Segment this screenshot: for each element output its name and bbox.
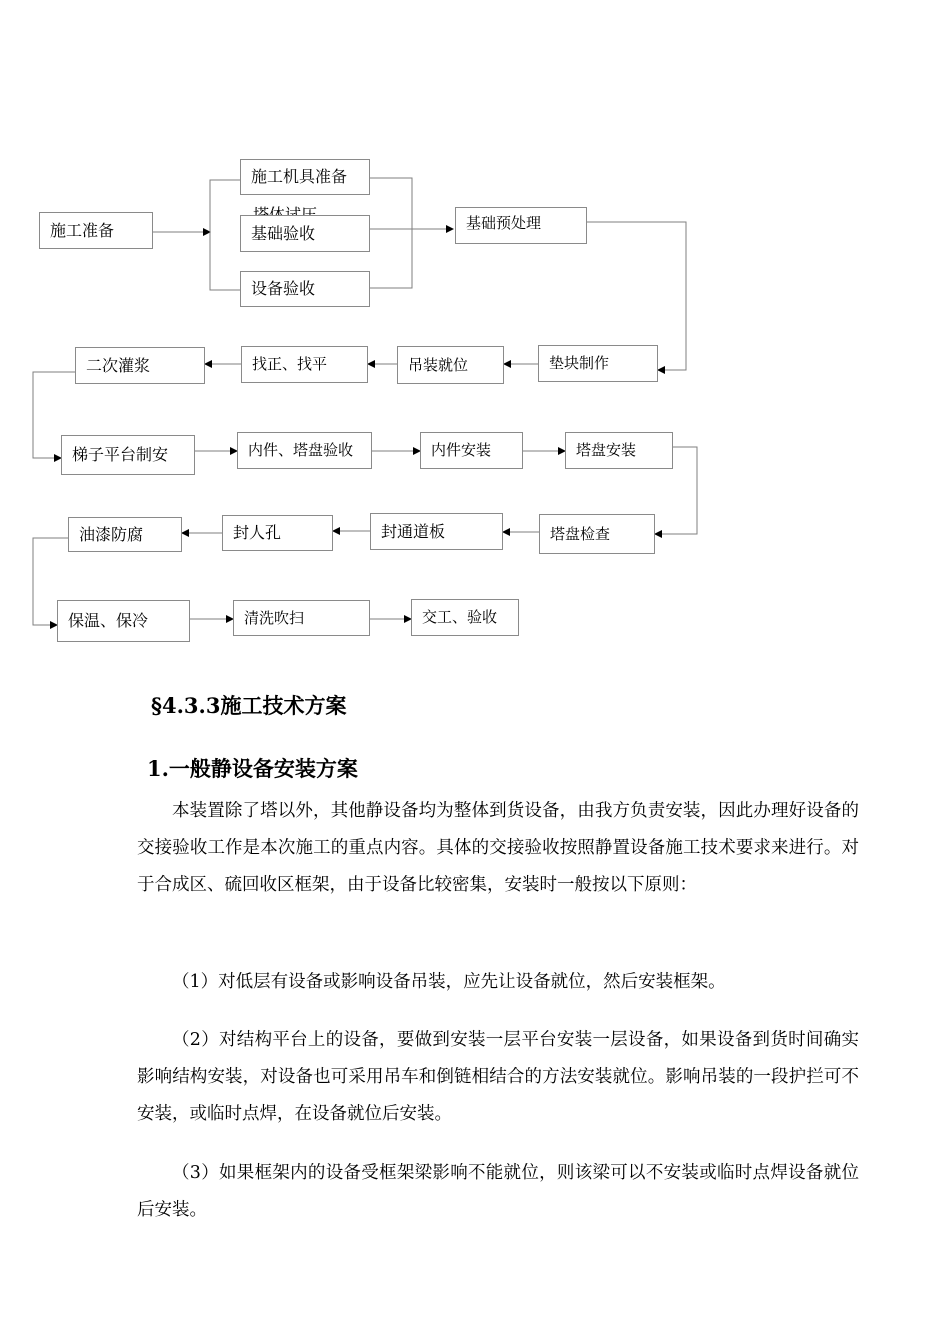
step-tower-test-partial: [253, 207, 317, 215]
step-paint-anticorrosion: 油漆防腐: [68, 517, 182, 552]
step-tray-inspect: 塔盘检查: [539, 514, 655, 554]
step-equipment-check: 设备验收: [240, 271, 370, 307]
step-cleaning: 清洗吹扫: [233, 600, 370, 636]
step-secondary-grout: 二次灌浆: [75, 347, 205, 384]
step-internals-install: 内件安装: [420, 432, 523, 469]
paragraph-rule-3: （3）如果框架内的设备受框架梁影响不能就位，则该梁可以不安装或临时点焊设备就位后安装。: [137, 1163, 859, 1220]
step-internals-tray-check: 内件、塔盘验收: [237, 432, 372, 469]
sub-heading: 1.一般静设备安装方案: [147, 756, 358, 781]
step-foundation-check: 基础验收: [240, 215, 370, 252]
step-ladder-platform: 梯子平台制安: [61, 435, 195, 475]
paragraph-rule-1: （1）对低层有设备或影响设备吊装，应先让设备就位，然后安装框架。: [172, 972, 726, 992]
step-lifting: 吊装就位: [397, 346, 504, 384]
step-foundation-pretreat: 基础预处理: [455, 207, 587, 244]
paragraph-intro: 本装置除了塔以外，其他静设备均为整体到货设备，由我方负责安装，因此办理好设备的交接验收工作是本次施工的重点内容。具体的交接验收按照静置设备施工技术要求来进行。对于合成区、硫回收区框架，由于设备比较密集，安装时一般按以下原则：: [137, 801, 859, 895]
section-heading: §4.3.3施工技术方案: [151, 693, 347, 718]
step-prep: 施工准备: [39, 212, 153, 249]
step-seal-channel: 封通道板: [370, 513, 503, 550]
step-align-level: 找正、找平: [241, 346, 368, 383]
step-tools: 施工机具准备: [240, 159, 370, 195]
step-insulation: 保温、保冷: [57, 600, 190, 642]
paragraph-rule-2: （2）对结构平台上的设备，要做到安装一层平台安装一层设备，如果设备到货时间确实影响结构安装，对设备也可采用吊车和倒链相结合的方法安装就位。影响吊装的一段护拦可不安装，或临时点焊，在设备就位后安装。: [137, 1030, 859, 1124]
flowchart-connectors: [0, 0, 950, 660]
step-seal-manhole: 封人孔: [222, 515, 333, 551]
step-handover: 交工、验收: [411, 599, 519, 636]
step-tray-install: 塔盘安装: [565, 432, 673, 469]
step-shim-making: 垫块制作: [538, 345, 658, 382]
